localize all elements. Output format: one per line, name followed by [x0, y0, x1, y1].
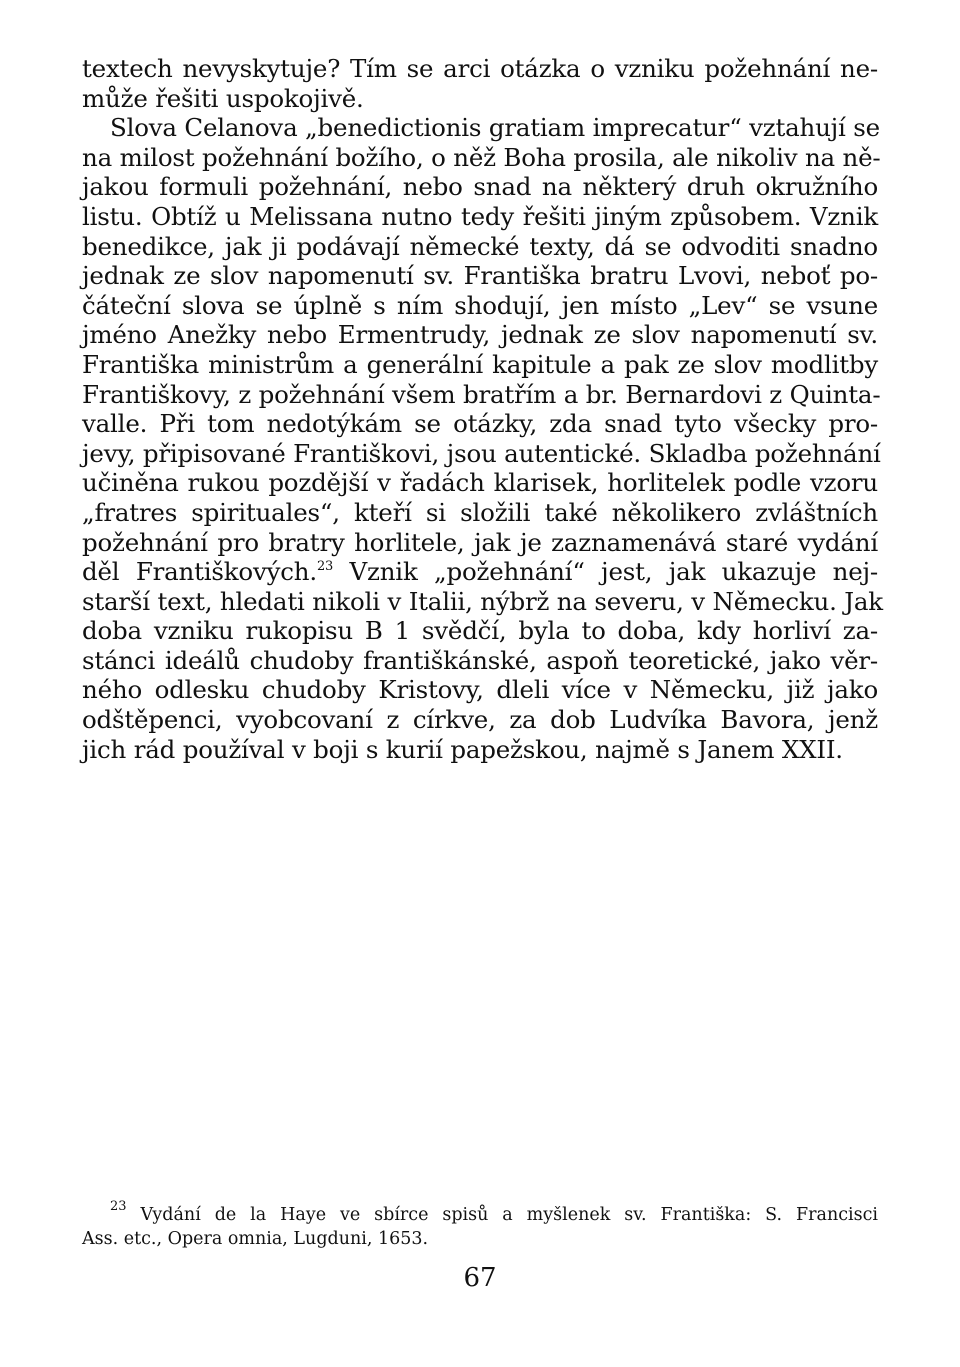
text-line: doba vzniku rukopisu B 1 svědčí, byla to doba, kdy horliví za- [82, 616, 878, 646]
text-line: Františka ministrům a generální kapitule a pak ze slov modlitby [82, 349, 878, 379]
text-line: učiněna rukou pozdější v řadách klarisek, horlitelek podle vzoru [82, 468, 878, 498]
text-line: Slova Celanova „benedictionis gratiam imprecatur“ vztahují se [110, 113, 880, 143]
text-segment: Vznik „požehnání“ jest, jak ukazuje nej- [349, 557, 879, 587]
footnote-marker: 23 [110, 1199, 127, 1214]
text-line: benedikce, jak ji podávají německé texty, dá se odvoditi snadno [82, 231, 878, 261]
text-line: ného odlesku chudoby Kristovy, dleli více v Německu, již jako [82, 675, 878, 705]
text-line-with-footnote [82, 557, 878, 587]
text-line: Františkovy, z požehnání všem bratřím a br. Bernardovi z Quinta- [82, 379, 881, 409]
text-line: valle. Při tom nedotýkám se otázky, zda snad tyto všecky pro- [82, 409, 878, 439]
text-line: požehnání pro bratry horlitele, jak je zaznamenává staré vydání [82, 527, 878, 557]
text-segment: děl Františkových. [82, 557, 317, 587]
text-line: jevy, připisované Františkovi, jsou autentické. Skladba požehnání [82, 438, 881, 468]
footnote-line [82, 1199, 878, 1227]
text-line: jich rád používal v boji s kurií papežskou, najmě s Janem XXII. [82, 734, 843, 764]
text-line: stánci ideálů chudoby františkánské, aspoň teoretické, jako věr- [82, 645, 878, 675]
text-line: jakou formuli požehnání, nebo snad na některý druh okružního [82, 172, 878, 202]
text-line: „fratres spirituales“, kteří si složili také několikero zvláštních [82, 497, 878, 527]
text-line: odštěpenci, vyobcovaní z církve, za dob Ludvíka Bavora, jenž [82, 705, 878, 735]
text-line: jednak ze slov napomenutí sv. Františka bratru Lvovi, neboť po- [82, 261, 878, 291]
text-line: jméno Anežky nebo Ermentrudy, jednak ze slov napomenutí sv. [82, 320, 878, 350]
text-line: čáteční slova se úplně s ním shodují, jen místo „Lev“ se vsune [82, 290, 878, 320]
text-line: na milost požehnání božího, o něž Boha prosila, ale nikoliv na ně- [82, 142, 881, 172]
footnote-reference: 23 [316, 559, 334, 575]
text-line: může řešiti uspokojivě. [82, 83, 364, 113]
footnote-text: Vydání de la Haye ve sbírce spisů a myšlenek sv. Františka: S. Francisci [140, 1205, 878, 1225]
text-line: listu. Obtíž u Melissana nutno tedy řešiti jiným způsobem. Vznik [82, 201, 878, 231]
footnote [82, 1199, 878, 1251]
footnote-line: Ass. etc., Opera omnia, Lugduni, 1653. [82, 1229, 429, 1249]
text-line: textech nevyskytuje? Tím se arci otázka o vzniku požehnání ne- [82, 54, 878, 83]
body-text [82, 54, 883, 764]
text-line: starší text, hledati nikoli v Italii, nýbrž na severu, v Německu. Jak [82, 586, 883, 616]
page-number: 67 [463, 1263, 497, 1293]
